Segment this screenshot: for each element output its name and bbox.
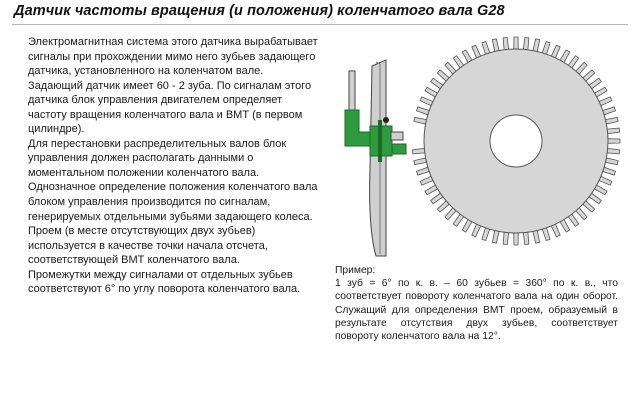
example-label: Пример: xyxy=(335,265,376,276)
wheel-tooth xyxy=(606,148,619,154)
paragraph-sensor-principle: Электромагнитная система этого датчика вырабатывает сигналы при прохождении мимо него зубьев задающего датчика, установленного на коленчатом вале. xyxy=(28,36,318,78)
paragraph-teeth-count: Задающий датчик имеет 60 - 2 зуба. По сигналам этого датчика блок управления двигателем определяет частоту вращения коленчатого вала и ВМТ (в первом цилиндре). xyxy=(28,79,312,136)
wheel-tooth xyxy=(523,231,529,244)
paragraph-position-detection: Однозначное определение положения коленчатого вала блоком управления производится по сигналам, генерируемых отдельными зубьями задающего колеса. Проем (в месте отсутствующих двух зубьев) используется в качестве точки начала отсчета, соответствующей ВМТ коленчатого вала. xyxy=(28,181,318,267)
example-box xyxy=(335,264,618,343)
sensor-screw-head xyxy=(383,117,389,123)
wheel-tooth xyxy=(412,148,425,154)
wheel-tooth xyxy=(607,139,620,144)
wheel-tooth xyxy=(514,232,519,245)
wheel-tooth xyxy=(606,128,619,134)
title-divider xyxy=(12,24,628,25)
trigger-wheel xyxy=(412,37,620,245)
paragraph-signal-interval: Промежутки между сигналами от отдельных зубьев соответствуют 6° по углу поворота коленчатого вала. xyxy=(28,268,301,296)
crankshaft-sensor-illustration xyxy=(328,28,640,260)
sensor-tip xyxy=(392,144,406,154)
wheel-tooth xyxy=(503,231,509,244)
wheel-tooth xyxy=(503,37,509,50)
wheel-tooth xyxy=(514,37,519,50)
sensor-flange xyxy=(378,120,382,162)
page-title: Датчик частоты вращения (и положения) коленчатого вала G28 xyxy=(14,3,505,19)
engine-block-plate xyxy=(370,60,386,256)
sensor-bolt xyxy=(391,132,403,140)
wheel-tooth xyxy=(523,37,529,50)
paragraph-camshaft-adjustment: Для перестановки распределительных валов блок управления должен располагать данными о моментальном положении коленчатого вала. xyxy=(28,137,287,179)
trigger-wheel-hub xyxy=(490,115,542,167)
example-text: 1 зуб = 6° по к. в. – 60 зубьев = 360° по к. в., что соответствует повороту коленчатого вала на один оборот. Служащий для определения ВМТ проем, образуемый в результате отсутствия двух зубьев, соответствует повороту коленчатого вала на 12°. xyxy=(335,278,618,343)
description-text xyxy=(28,35,318,297)
sensor-cable-arm xyxy=(345,110,372,146)
